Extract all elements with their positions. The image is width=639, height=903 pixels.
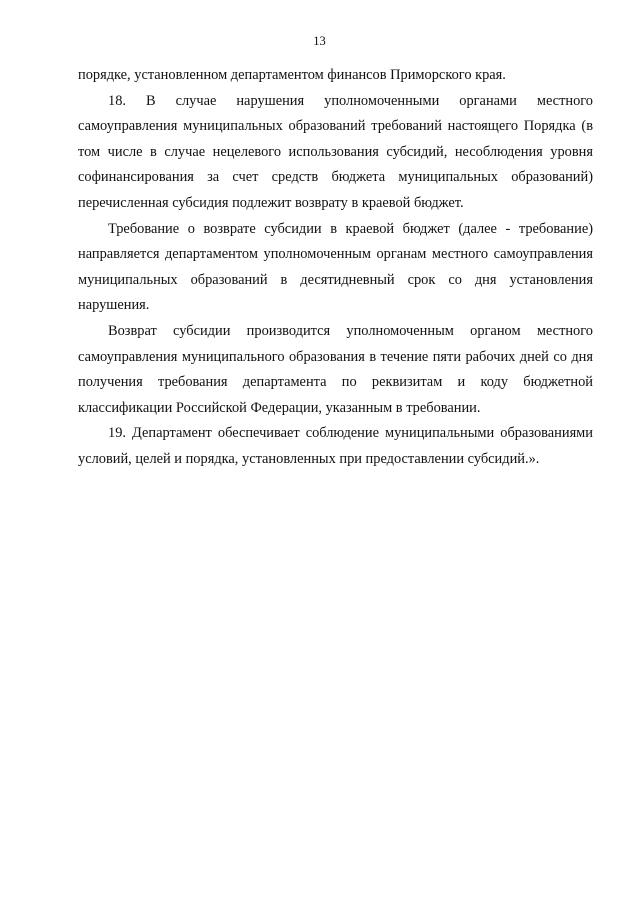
paragraph-item-19: 19. Департамент обеспечивает соблюдение муниципальными образованиями условий, целей и порядка, установленных при предоставлении субсидий.». xyxy=(78,425,593,467)
paragraph-refund-procedure: Возврат субсидии производится уполномоченным органом местного самоуправления муниципального образования в течение пяти рабочих дней со дня получения требования департамента по реквизитам и коду бюджетной классификации Российской Федерации, указанным в требовании. xyxy=(78,322,593,416)
paragraph-continuation: порядке, установленном департаментом финансов Приморского края. xyxy=(78,67,506,83)
document-body xyxy=(78,63,593,473)
page-number: 13 xyxy=(313,34,326,48)
paragraph-item-18: 18. В случае нарушения уполномоченными органами местного самоуправления муниципальных образований требований настоящего Порядка (в том числе в случае нецелевого использования субсидий, несоблюдения уровня софинансирования за счет средств бюджета муниципальных образований) перечисленная субсидия подлежит возврату в краевой бюджет. xyxy=(78,92,593,211)
paragraph-refund-requirement: Требование о возврате субсидии в краевой бюджет (далее - требование) направляется департаментом уполномоченным органам местного самоуправления муниципальных образований в десятидневный срок со дня установления нарушения. xyxy=(78,220,593,314)
